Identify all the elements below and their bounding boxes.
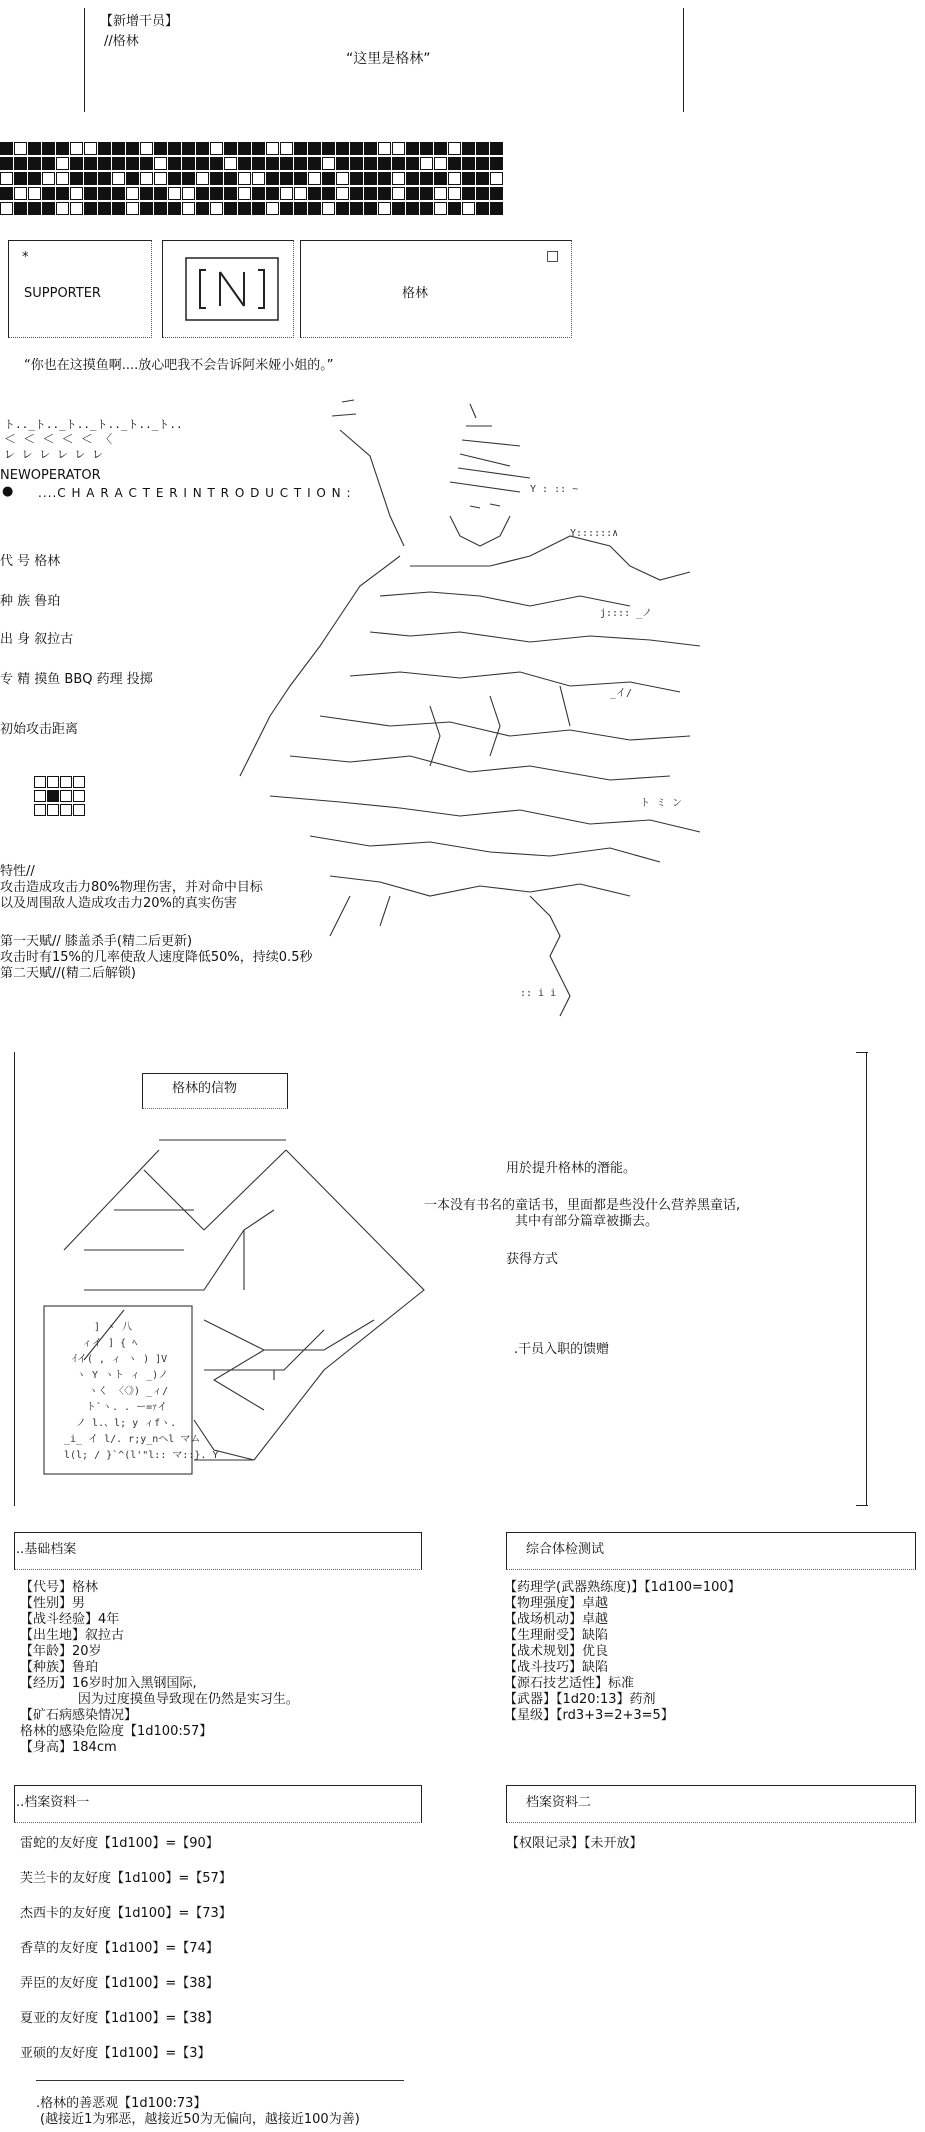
pattern-square [14,187,27,200]
svg-text:_イ/: _イ/ [610,688,633,699]
pattern-square [210,172,223,185]
pattern-square [84,187,97,200]
pattern-square [266,202,279,215]
list-item: 【年龄】20岁 [20,1644,102,1659]
list-item: 因为过度摸鱼导致现在仍然是实习生。 [20,1692,299,1707]
svg-text::: i i: :: i i [520,988,557,999]
pattern-square [168,172,181,185]
token-title: 格林的信物 [172,1081,238,1096]
list-item: 【物理强度】卓越 [504,1596,609,1611]
range-cell [73,790,85,802]
pattern-square [154,157,167,170]
pattern-square [196,202,209,215]
card-star: * [22,250,29,265]
physical-title: 综合体检测试 [526,1542,605,1557]
pattern-square [406,187,419,200]
pattern-square [84,142,97,155]
profile-codename: 代 号 格林 [0,554,61,569]
pattern-square [140,172,153,185]
bullet-icon: ● [2,484,14,499]
pattern-square [84,172,97,185]
list-item: 【战斗经验】4年 [20,1612,120,1627]
pattern-row [0,202,576,216]
pattern-square [294,187,307,200]
token-obtain-title: 获得方式 [506,1252,559,1267]
pattern-square [294,202,307,215]
pattern-square [322,142,335,155]
pattern-row [0,172,576,186]
pattern-square [378,202,391,215]
pattern-square [462,142,475,155]
pattern-square [56,157,69,170]
pattern-square [210,157,223,170]
pattern-square [392,187,405,200]
pattern-square [70,172,83,185]
list-item: 【源石技艺适性】标准 [504,1676,635,1691]
pattern-square [140,142,153,155]
pattern-square [406,202,419,215]
pattern-square [182,157,195,170]
pattern-square [434,157,447,170]
pattern-square [322,157,335,170]
pattern-square [42,157,55,170]
pattern-square [420,172,433,185]
svg-text:ト ミ ン: ト ミ ン [640,798,683,809]
list-item: 香草的友好度【1d100】=【74】 [20,1941,219,1956]
range-row [34,776,86,790]
pattern-square [126,157,139,170]
pattern-square [266,187,279,200]
attack-range-grid [34,776,86,818]
pattern-square [140,157,153,170]
pattern-square [406,172,419,185]
pattern-square [238,202,251,215]
range-row [34,804,86,818]
pattern-square [434,202,447,215]
pattern-square [70,187,83,200]
svg-text:ィイ ] { ﾍ: ィイ ] { ﾍ [82,1338,138,1349]
pattern-square [350,142,363,155]
pattern-square [168,187,181,200]
pattern-square [14,157,27,170]
basic-rows [20,1580,299,1756]
pattern-square [0,172,13,185]
storybook-art [24,1120,444,1490]
card-role: SUPPORTER [24,286,101,301]
range-cell [60,776,72,788]
traits-title: 特性// [0,864,35,879]
pattern-square [0,187,13,200]
pattern-square [70,142,83,155]
pattern-square [238,142,251,155]
pattern-square [350,202,363,215]
pattern-square [420,202,433,215]
svg-text:j:::: _ノ: j:::: _ノ [600,608,653,619]
pattern-square [378,142,391,155]
footer-line-2: (越接近1为邪恶，越接近50为无偏向，越接近100为善) [40,2112,360,2127]
pattern-square [490,157,503,170]
header-tag: 【新增干员】 [100,14,179,29]
card-name-box [300,240,572,338]
list-item: 【生理耐受】缺陷 [504,1628,609,1643]
token-obtain: .干员入职的馈赠 [514,1342,610,1357]
pattern-square [238,172,251,185]
pattern-square [154,202,167,215]
archive1-rows [20,1836,232,2081]
list-item: 【星级】【rd3+3=2+3=5】 [504,1708,674,1723]
pattern-square [196,142,209,155]
footer-divider [36,2080,404,2081]
pattern-square [252,157,265,170]
pattern-square [14,202,27,215]
pattern-square [364,142,377,155]
pattern-square [280,142,293,155]
pattern-square [0,157,13,170]
pattern-square [364,187,377,200]
pattern-square [336,172,349,185]
pattern-square [98,142,111,155]
pattern-square [294,142,307,155]
svg-text:ノ l.、l; y ィfヽ.: ノ l.、l; y ィfヽ. [76,1418,177,1429]
list-item: 【出生地】叙拉古 [20,1628,125,1643]
pattern-square [42,202,55,215]
pattern-square [490,142,503,155]
pattern-square [224,202,237,215]
pattern-square [476,157,489,170]
range-row [34,790,86,804]
svg-text:ト`ヽ. . ー=ｧイ: ト`ヽ. . ー=ｧイ [86,1402,168,1413]
svg-text:ヽ Y ヽト ィ _)ノ: ヽ Y ヽト ィ _)ノ [76,1370,169,1381]
token-box-right [866,1052,867,1506]
pattern-square [224,142,237,155]
talent-1: 第一天赋// 膝盖杀手(精二后更新) [0,934,193,949]
attack-range-title: 初始攻击距离 [0,722,79,737]
pattern-square [84,202,97,215]
header-quote: “这里是格林” [346,51,431,67]
pattern-square [154,172,167,185]
pattern-square [322,172,335,185]
pattern-square [420,142,433,155]
range-cell [60,804,72,816]
pattern-square [98,172,111,185]
pattern-square [294,172,307,185]
pattern-square [266,142,279,155]
pattern-square [182,202,195,215]
list-item: 【经历】16岁时加入黑钢国际, [20,1676,197,1691]
pattern-square [196,187,209,200]
list-item: 杰西卡的友好度【1d100】=【73】 [20,1906,232,1921]
pattern-square [406,142,419,155]
token-desc-2: 一本没有书名的童话书，里面都是些没什么营养黑童话, [424,1198,741,1213]
pattern-square [308,172,321,185]
pattern-square [126,187,139,200]
pattern-square [392,202,405,215]
pattern-row [0,142,576,156]
pattern-square [14,142,27,155]
pattern-square [392,142,405,155]
pattern-square [0,142,13,155]
pattern-square [252,142,265,155]
range-cell [73,776,85,788]
range-cell [34,790,46,802]
token-desc-3: 其中有部分篇章被撕去。 [515,1214,659,1229]
pattern-square [112,187,125,200]
pattern-square [28,172,41,185]
pattern-square [308,157,321,170]
pattern-square [252,172,265,185]
header-name-line: //格林 [104,34,139,49]
pattern-square [182,187,195,200]
pattern-square [406,157,419,170]
card-name: 格林 [402,286,429,301]
pattern-square [476,142,489,155]
svg-text:Y::::::∧: Y::::::∧ [570,528,619,539]
pattern-square [448,142,461,155]
pattern-square [294,157,307,170]
pattern-square [70,202,83,215]
pattern-square [252,202,265,215]
pattern-square [98,187,111,200]
pattern-square [168,202,181,215]
card-checkbox-icon: □ [546,248,560,264]
talent-1-desc: 攻击时有15%的几率使敌人速度降低50%，持续0.5秒 [0,950,313,965]
pattern-square [420,187,433,200]
archive2-row: 【权限记录】【未开放】 [506,1836,643,1851]
token-desc-1: 用於提升格林的潛能。 [506,1161,637,1176]
pattern-square [42,187,55,200]
pattern-square [476,202,489,215]
pattern-square [378,157,391,170]
pattern-square [308,187,321,200]
pattern-square [126,172,139,185]
pattern-square [154,142,167,155]
range-cell [34,804,46,816]
pattern-square [280,157,293,170]
pattern-square [490,202,503,215]
range-cell-operator [47,790,59,802]
pattern-square [42,142,55,155]
list-item: 【身高】184cm [20,1740,117,1755]
pattern-square [140,187,153,200]
pattern-square [238,187,251,200]
list-item: 【矿石病感染情况】 [20,1708,138,1723]
range-cell [47,776,59,788]
pattern-square [126,142,139,155]
character-art [230,396,730,1026]
pattern-square [266,157,279,170]
pattern-square [56,142,69,155]
basic-title: ..基础档案 [16,1542,77,1557]
pattern-square [224,172,237,185]
pattern-square [350,187,363,200]
pattern-square [434,142,447,155]
range-cell [73,804,85,816]
archive2-title: 档案资料二 [526,1795,592,1810]
list-item: 【战场机动】卓越 [504,1612,609,1627]
pattern-square [378,187,391,200]
pattern-square [112,172,125,185]
list-item: 亚硕的友好度【1d100】=【3】 [20,2046,211,2061]
token-box-left [14,1052,15,1506]
pattern-row [0,187,576,201]
list-item: 【战斗技巧】缺陷 [504,1660,609,1675]
pattern-square [462,172,475,185]
list-item: 【药理学(武器熟练度)】【1d100=100】 [504,1580,741,1595]
pattern-square [210,202,223,215]
pattern-square [196,157,209,170]
pattern-square [448,157,461,170]
pattern-square [490,187,503,200]
pattern-square [28,202,41,215]
archive1-title: ..档案资料一 [16,1795,90,1810]
list-item: 【武器】【1d20:13】药剂 [504,1692,656,1707]
pattern-square [476,187,489,200]
traits-line-2: 以及周围敌人造成攻击力20%的真实伤害 [0,896,237,911]
intro-arrows: ト.._ト.._ト.._ト.._ト.._ト.. [4,418,183,431]
pattern-square [308,142,321,155]
pattern-block [0,142,576,217]
pattern-square [266,172,279,185]
profile-origin: 出 身 叙拉古 [0,632,74,647]
pattern-square [378,172,391,185]
list-item: 雷蛇的友好度【1d100】=【90】 [20,1836,219,1851]
pattern-square [168,142,181,155]
pattern-square [308,202,321,215]
pattern-square [224,157,237,170]
svg-text:Y : :: ~: Y : :: ~ [530,484,579,495]
svg-text:ｲイ( , ィ ヽ ) ]V: ｲイ( , ィ ヽ ) ]V [72,1354,168,1365]
pattern-square [112,142,125,155]
emblem-icon [184,256,280,322]
traits-line-1: 攻击造成攻击力80%物理伤害，并对命中目标 [0,880,263,895]
pattern-square [364,172,377,185]
range-cell [34,776,46,788]
pattern-square [56,187,69,200]
pattern-square [280,202,293,215]
pattern-square [280,172,293,185]
svg-text:] ヽ 八: ] ヽ 八 [94,1322,133,1333]
pattern-square [168,157,181,170]
char-intro-label: ....C H A R A C T E R I N T R O D U C T I O N : [38,486,352,500]
pattern-square [196,172,209,185]
pattern-square [42,172,55,185]
pattern-square [476,172,489,185]
pattern-square [84,157,97,170]
profile-expertise: 专 精 摸鱼 BBQ 药理 投掷 [0,672,153,687]
pattern-square [56,172,69,185]
physical-rows [504,1580,741,1724]
list-item: 【战术规划】优良 [504,1644,609,1659]
svg-text:l(l; / }`^(l'"l:: マ::}. Y: l(l; / }`^(l'"l:: マ::}. Y [64,1450,219,1461]
range-cell [47,804,59,816]
header-box-left [84,8,85,112]
pattern-square [28,157,41,170]
pattern-square [126,202,139,215]
list-item: 格林的感染危险度【1d100:57】 [20,1724,213,1739]
pattern-square [364,202,377,215]
pattern-square [98,157,111,170]
pattern-square [462,157,475,170]
pattern-square [490,172,503,185]
pattern-square [336,202,349,215]
svg-text:_i_ イ l/. r;y_nヘl マム: _i_ イ l/. r;y_nヘl マム [64,1434,201,1445]
list-item: 【代号】格林 [20,1580,99,1595]
pattern-square [322,202,335,215]
pattern-square [224,187,237,200]
pattern-square [252,187,265,200]
pattern-square [364,157,377,170]
pattern-square [392,157,405,170]
pattern-square [210,142,223,155]
pattern-square [434,172,447,185]
pattern-square [112,157,125,170]
pattern-square [448,172,461,185]
intro-arrows-2: ＜ ＜ ＜ ＜ ＜ 〈 [4,432,113,446]
pattern-square [336,157,349,170]
pattern-square [112,202,125,215]
pattern-square [98,202,111,215]
pattern-square [392,172,405,185]
header-box-right [683,8,684,112]
pattern-square [210,187,223,200]
list-item: 【性别】男 [20,1596,86,1611]
pattern-square [14,172,27,185]
pattern-square [448,187,461,200]
pattern-square [462,187,475,200]
list-item: 【种族】鲁珀 [20,1660,99,1675]
profile-race: 种 族 鲁珀 [0,594,61,609]
svg-text:ヽく 〈〈》) _ィ/: ヽく 〈〈》) _ィ/ [88,1386,169,1397]
pattern-square [280,187,293,200]
pattern-square [28,187,41,200]
list-item: 芙兰卡的友好度【1d100】=【57】 [20,1871,232,1886]
dialogue: “你也在这摸鱼啊....放心吧我不会告诉阿米娅小姐的。” [24,358,334,373]
pattern-square [182,172,195,185]
pattern-square [56,202,69,215]
pattern-square [350,172,363,185]
pattern-square [448,202,461,215]
pattern-square [182,142,195,155]
pattern-square [28,142,41,155]
pattern-square [336,187,349,200]
list-item: 弄臣的友好度【1d100】=【38】 [20,1976,219,1991]
token-box-top-right [856,1052,868,1053]
pattern-square [420,157,433,170]
intro-arrows-3: レ レ レ レ レ レ [4,448,104,461]
talent-2: 第二天赋//(精二后解锁) [0,966,136,981]
list-item: 夏亚的友好度【1d100】=【38】 [20,2011,219,2026]
new-operator-label: NEWOPERATOR [0,468,101,483]
pattern-square [140,202,153,215]
token-box-bottom-right [856,1505,868,1506]
range-cell [60,790,72,802]
pattern-square [322,187,335,200]
pattern-square [238,157,251,170]
pattern-square [0,202,13,215]
pattern-square [462,202,475,215]
pattern-square [336,142,349,155]
pattern-square [434,187,447,200]
pattern-row [0,157,576,171]
pattern-square [350,157,363,170]
pattern-square [154,187,167,200]
pattern-square [70,157,83,170]
footer-line-1: .格林的善恶观【1d100:73】 [36,2096,207,2111]
